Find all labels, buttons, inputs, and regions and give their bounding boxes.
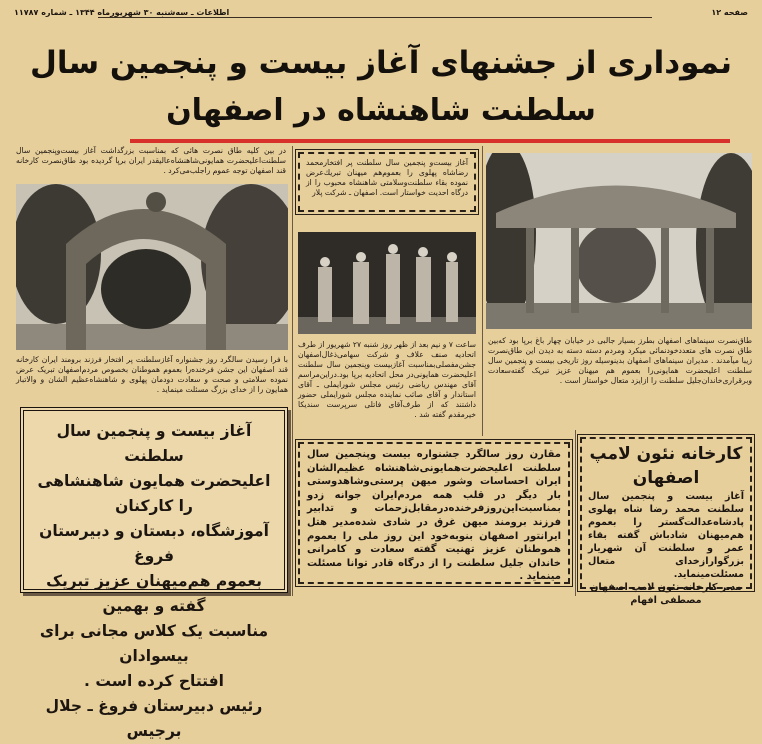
column-divider (482, 146, 483, 436)
headline-line-1: نموداری از جشنهای آغاز بیست و پنجمین سال (30, 45, 732, 81)
forough-school-ad (20, 407, 288, 740)
ad-signature-title: مدیر کارخانه نئون لامپ اصفهان (590, 582, 742, 593)
ad-line: افتتاح کرده است . (84, 672, 224, 690)
page-number: صفحه ۱۲ (711, 8, 748, 17)
ad-title: کارخانه نئون لامپ اصفهان (589, 444, 743, 488)
ad-signature: رئیس دبیرستان فروغ ـ جلال برجیس (45, 697, 263, 740)
ad-line: اعلیحضرت همایون شاهنشاهی را کارکنان (37, 472, 271, 515)
ad-line: بعموم هم‌میهنان عزیز تبریک گفته و بهمین (46, 572, 262, 615)
ceremony-photo-caption: ساعت ۷ و نیم بعد از ظهر روز شنبه ۲۷ شهریور از طرف اتحادیه صنف علاف و شرکت سهامی‌ذغال‌اصفهان جشن‌مفصلی‌بمناسبت آغازبیست وپنجمین سال سلطنت اعلیحضرت همایونی‌در محل اتحادیه برپا بود.دراین‌مراسم آقای مهندس ریاضی رئیس مجلس شورایملی ـ آقای استاندار و آقای صائب نماینده مجلس شورایملی حضور داشتند که از طرف‌آقای فاتلی سرپرست سندیکا خیرمقدم گفته شد . (298, 340, 476, 419)
red-rule (130, 139, 730, 143)
ceremony-photo (298, 232, 476, 334)
pelar-company-box: آغاز بیست‌و پنجمین سال سلطنت پر افتخارمحمد رضاشاه پهلوی را بعموم‌هم میهنان تبریك‌عرض نموده بقاء سلطنت‌وسلامتی شاهنشاه محبوب را از درگاه احدیت خواستار است. اصفهان ـ شرکت پلار (298, 152, 476, 212)
headline-line-2: سلطنت شاهنشاه در اصفهان (166, 93, 596, 128)
header-rule (98, 17, 652, 18)
arch-photo-caption-top: در بین کلیه طاق نصرت هائی که بمناسبت بزرگداشت آغاز بیست‌وپنجمین سال سلطنت‌اعلیحضرت همایونی‌شاهنشاه‌عالیقدر ایران برپا گردیده بود طاق‌نصرت کارخانه قند اصفهان توجه عموم راجلب‌می‌کرد . (16, 146, 286, 175)
cinemas-arch-caption: طاق‌نصرت سینماهای اصفهان بطرز بسیار جالبی در خیابان چهار باغ برپا بود که‌بین طاق نصرت های متعدد‌خودنمائی میکرد ومردم دسته دسته به دیدن این طاق‌نصرت زیبا میآمدند . مدیران سینماهای اصفهان بدینوسیله روز تاریخی بیست و پنجمین سال سلطنت اعلیحضرت همایونی‌را بعموم هم میهنان عزیز تبریک گفته‌سعادت وبرقراری‌خاندان‌جلیل سلطنت را ازایزد متعال خواستار است . (488, 336, 752, 385)
sugar-factory-arch-photo (16, 184, 288, 350)
ad-line: آموزشگاه، دبستان و دبیرستان فروغ (39, 522, 269, 565)
cinemas-arch-photo (486, 153, 752, 329)
ad-signature-name: مصطفی افهام (630, 595, 702, 606)
ad-line: آغاز بیست و پنجمین سال سلطنت (56, 422, 252, 465)
column-divider (292, 146, 293, 596)
column-divider (575, 430, 576, 596)
irantour-hotel-box: مقارن روز سالگرد جشنواره بیست وپنجمین سال سلطنت اعلیحضرت‌همایونی‌شاهنشاه عظیم‌الشان ایران احساسات وشور میهن پرستی‌وشاهدوستی بار دیگر در قلب همه مردم‌ایران جوانه زدو بمناسبت‌این‌روزفرخنده‌درمقابل‌زحمات و تدابیر فرزند برومند میهن غرق در شادی شده‌مدیر هتل ایرانتور اصفهان بنوبه‌خود این روز ملی را بعموم هموطنان عزیز تهنیت گفته سعادت و کامرانی خاندان جلیل سلطنت را از درگاه قادر توانا مسئلت مینماید . (298, 442, 570, 584)
ad-line: مناسبت یک کلاس مجانی برای بیسوادان (39, 622, 269, 665)
issue-info: اطلاعات ـ سه‌شنبه ۳۰ شهریورماه ۱۳۴۴ ـ شماره ۱۱۷۸۷ (14, 8, 230, 17)
arch-photo-caption-bottom: با فرا رسیدن سالگرد روز جشنواره آغازسلطنت پر افتخار فرزند برومند ایران کارخانه قند اصفهان این جشن فرخنده‌را بعموم هموطنان بخصوص مردم‌اصفهان تبریک عرض نموده سلامتی و صحت و سعادت دودمان پهلوی و شاهنشاه‌عظیم الشان و والاتبار همایون را از خدای بزرگ مسئلت مینماید . (16, 355, 288, 394)
ad-body: آغاز بیست و پنجمین سال سلطنت محمد رضا شاه پهلوی پادشاه‌عدالت‌گستر را بعموم هم‌میهنان شادباش گفته بقاء عمر و سلطنت آن شهریار بزرگوار‌ازخدای متعال مسئلت‌مینماید. (588, 491, 744, 580)
neon-lamp-factory-ad (580, 437, 752, 606)
